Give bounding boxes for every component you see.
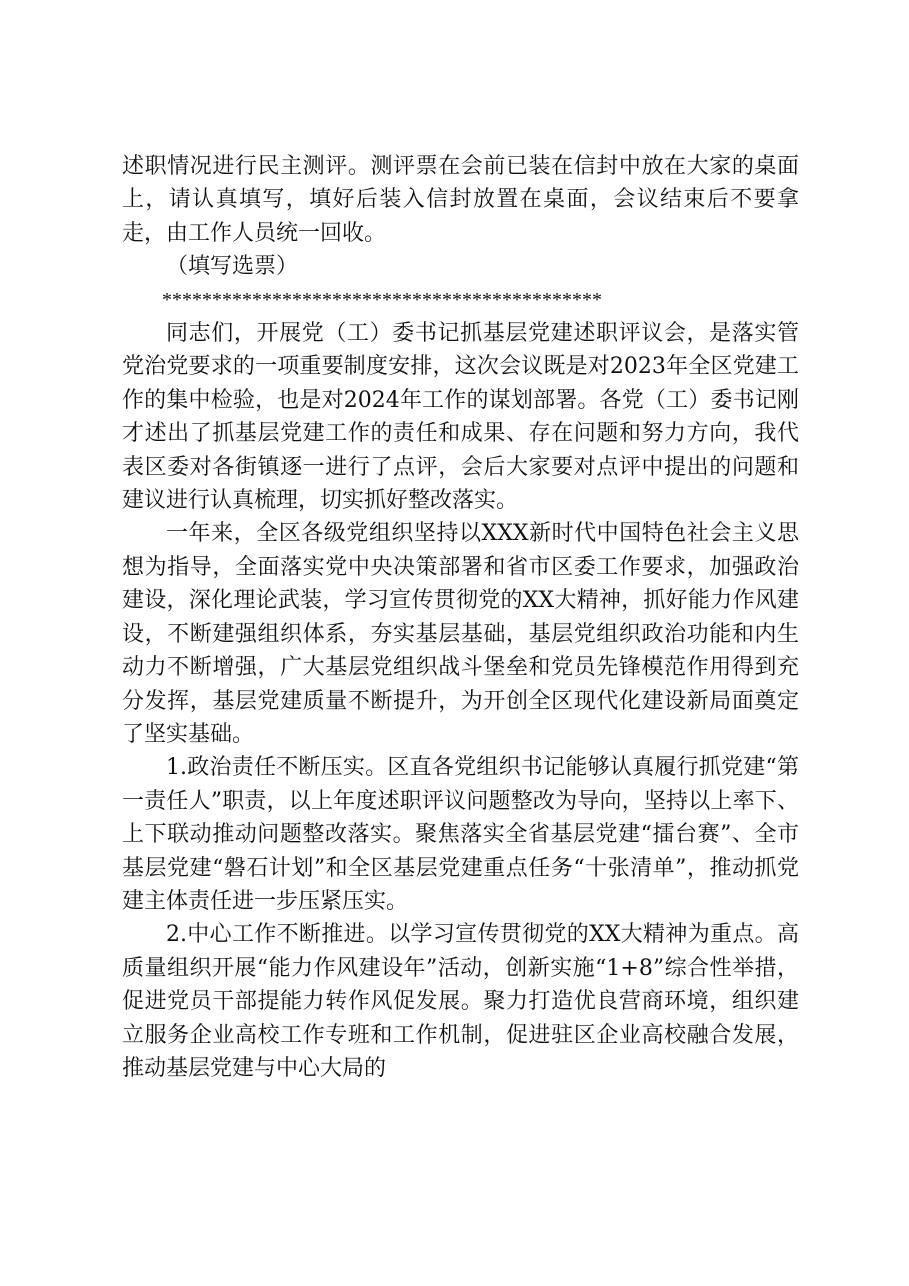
paragraph-point-2: 2.中心工作不断推进。以学习宣传贯彻党的XX大精神为重点。高质量组织开展“能力作风建设年”活动，创新实施“1+8”综合性举措，促进党员干部提能力转作风促发展。聚力打造优良营商环境，组织建立服务企业高校工作专班和工作机制，促进驻区企业高校融合发展，推动基层党建与中心大局的 (122, 922, 799, 1081)
paragraph-point-1: 1.政治责任不断压实。区直各党组织书记能够认真履行抓党建“第一责任人”职责，以上年度述职评议问题整改为导向，坚持以上率下、上下联动推动问题整改落实。聚焦落实全省基层党建“擂台赛”、全市基层党建“磐石计划”和全区基层党建重点任务“十张清单”，推动抓党建主体责任进一步压紧压实。 (122, 755, 799, 914)
paragraph-opening: 同志们，开展党（工）委书记抓基层党建述职评议会，是落实管党治党要求的一项重要制度安排，这次会议既是对2023年全区党建工作的集中检验，也是对2024年工作的谋划部署。各党（工）委书记刚才述出了抓基层党建工作的责任和成果、存在问题和努力方向，我代表区委对各街镇逐一进行了点评，会后大家要对点评中提出的问题和建议进行认真梳理，切实抓好整改落实。 (122, 321, 799, 514)
paragraph-continuation: 述职情况进行民主测评。测评票在会前已装在信封中放在大家的桌面上，请认真填写，填好后装入信封放置在桌面，会议结束后不要拿走，由工作人员统一回收。 (122, 154, 799, 246)
paragraph-summary: 一年来，全区各级党组织坚持以XXX新时代中国特色社会主义思想为指导，全面落实党中央决策部署和省市区委工作要求，加强政治建设，深化理论武装，学习宣传贯彻党的XX大精神，抓好能力作风建设，不断建强组织体系，夯实基层基础，基层党组织政治功能和内生动力不断增强，广大基层党组织战斗堡垒和党员先锋模范作用得到充分发挥，基层党建质量不断提升，为开创全区现代化建设新局面奠定了坚实基础。 (122, 521, 799, 747)
separator-stars: ******************************************** (162, 288, 602, 311)
document-body (122, 150, 799, 1085)
ballot-note: （填写选票） (166, 254, 299, 280)
